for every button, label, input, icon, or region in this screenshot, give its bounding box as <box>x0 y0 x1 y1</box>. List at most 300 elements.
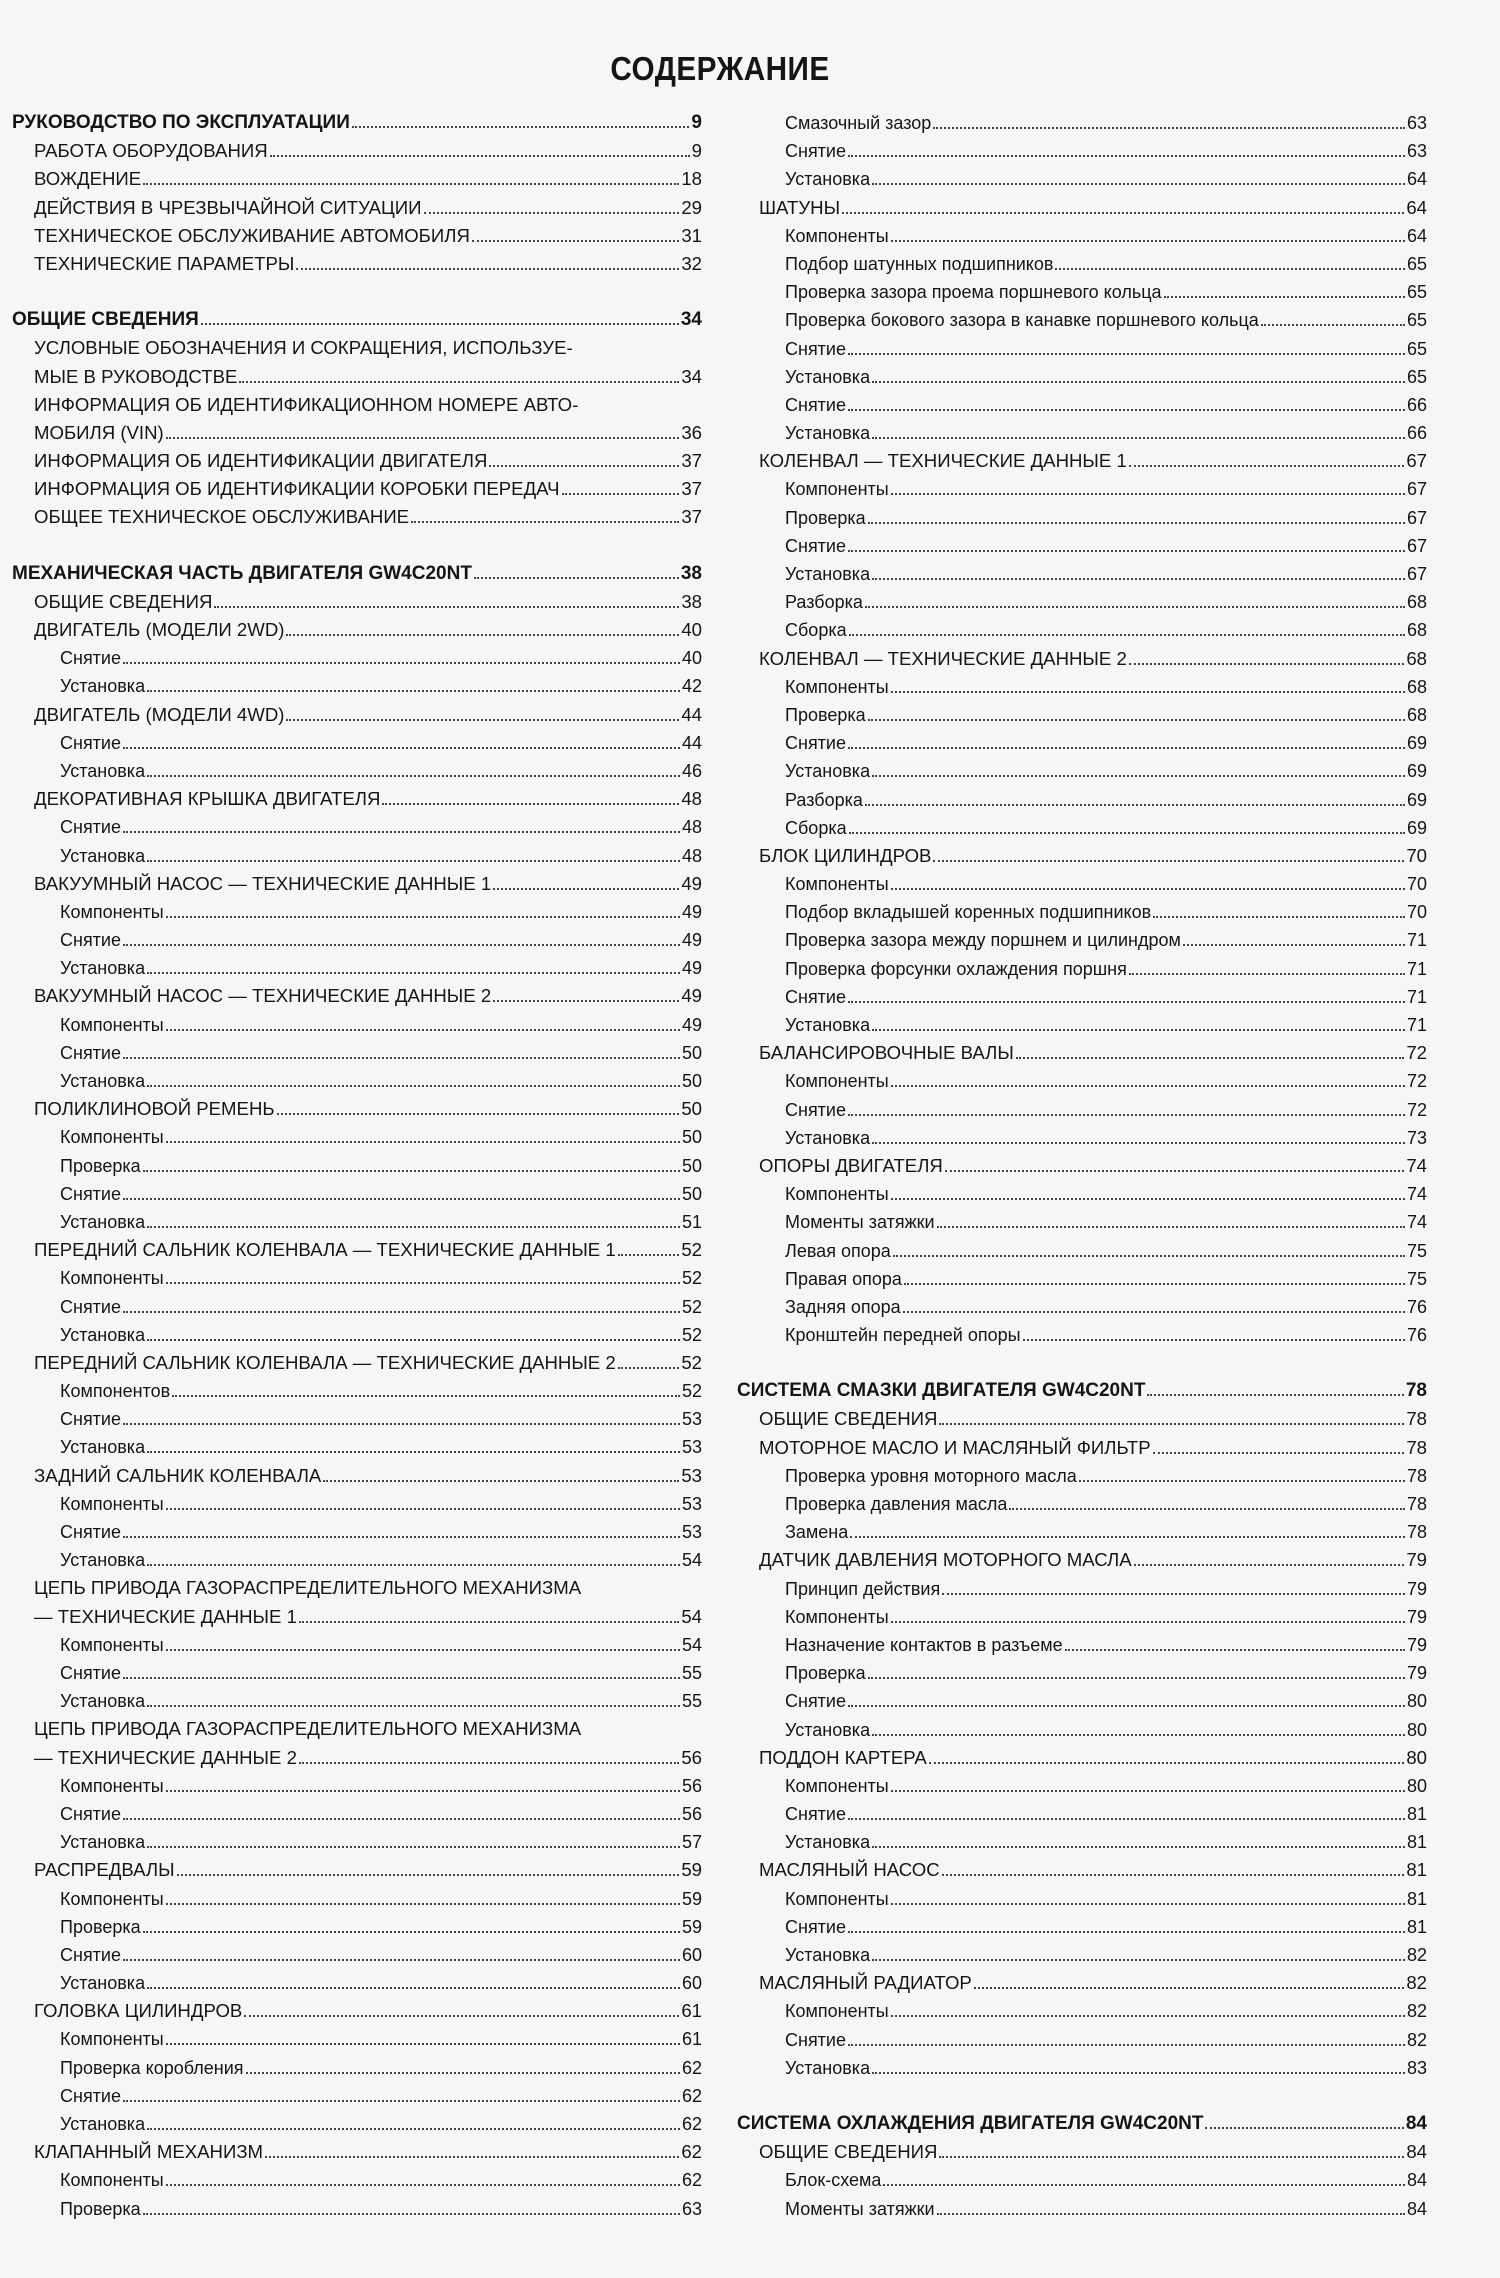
toc-entry-title: Снятие <box>60 1409 121 1430</box>
dot-leader <box>201 323 679 325</box>
toc-entry-title: Проверка зазора между поршнем и цилиндром <box>785 930 1181 951</box>
toc-entry-title: Снятие <box>785 141 846 162</box>
toc-subentry[interactable] <box>12 1913 702 1941</box>
toc-subentry[interactable] <box>12 1800 702 1828</box>
toc-subentry[interactable] <box>737 983 1427 1011</box>
toc-section-entry[interactable] <box>737 2110 1427 2138</box>
toc-entry-title: Проверка бокового зазора в канавке поршневого кольца <box>785 310 1259 331</box>
toc-chapter-entry[interactable] <box>12 1997 702 2025</box>
toc-entry-title: Сборка <box>785 817 847 838</box>
toc-page-number: 48 <box>681 845 702 866</box>
toc-subentry[interactable] <box>737 1011 1427 1039</box>
toc-subentry[interactable] <box>12 757 702 785</box>
toc-page-number: 79 <box>1406 1634 1427 1655</box>
toc-entry-title: Установка <box>60 1211 146 1232</box>
toc-subentry[interactable] <box>737 222 1427 250</box>
toc-subentry[interactable] <box>12 1941 702 1969</box>
toc-subentry[interactable] <box>12 1011 702 1039</box>
toc-subentry[interactable] <box>737 335 1427 363</box>
toc-subentry[interactable] <box>737 419 1427 447</box>
toc-subentry[interactable] <box>737 1208 1427 1236</box>
toc-subentry[interactable] <box>12 1518 702 1546</box>
toc-subentry[interactable] <box>737 1180 1427 1208</box>
toc-subentry[interactable] <box>12 1631 702 1659</box>
toc-subentry[interactable] <box>12 1490 702 1518</box>
toc-entry-title: ОБЩИЕ СВЕДЕНИЯ <box>12 309 199 331</box>
toc-page-number: 74 <box>1406 1154 1427 1176</box>
toc-entry-title: КОЛЕНВАЛ — ТЕХНИЧЕСКИЕ ДАННЫЕ 1 <box>759 450 1127 472</box>
toc-entry-title: ТЕХНИЧЕСКИЕ ПАРАМЕТРЫ <box>34 252 295 274</box>
toc-chapter-entry[interactable] <box>12 982 702 1010</box>
toc-chapter-entry[interactable] <box>12 1462 702 1490</box>
toc-page-number: 76 <box>1406 1296 1427 1317</box>
toc-subentry[interactable] <box>12 1180 702 1208</box>
toc-entry-title: Установка <box>60 1973 146 1994</box>
toc-subentry[interactable] <box>737 701 1427 729</box>
dot-leader <box>891 1790 1405 1792</box>
toc-subentry[interactable] <box>12 1321 702 1349</box>
toc-page-number: 57 <box>681 1832 702 1853</box>
toc-chapter-entry[interactable] <box>12 194 702 222</box>
dot-leader <box>214 606 679 608</box>
toc-subentry[interactable] <box>737 1885 1427 1913</box>
toc-subentry[interactable] <box>12 2110 702 2138</box>
toc-subentry[interactable] <box>12 2195 702 2223</box>
toc-page-number: 68 <box>1406 647 1427 669</box>
toc-subentry[interactable] <box>737 391 1427 419</box>
toc-subentry[interactable] <box>737 1941 1427 1969</box>
toc-subentry[interactable] <box>737 306 1427 334</box>
toc-subentry[interactable] <box>737 1631 1427 1659</box>
toc-chapter-entry[interactable] <box>12 334 702 390</box>
toc-subentry[interactable] <box>12 1039 702 1067</box>
toc-entry-title: Компоненты <box>60 1127 164 1148</box>
toc-subentry[interactable] <box>737 757 1427 785</box>
toc-subentry[interactable] <box>737 1575 1427 1603</box>
toc-entry-title: — ТЕХНИЧЕСКИЕ ДАННЫЕ 1 <box>34 1605 297 1627</box>
toc-subentry[interactable] <box>12 644 702 672</box>
toc-subentry[interactable] <box>737 1490 1427 1518</box>
dot-leader <box>618 1367 680 1369</box>
toc-chapter-entry[interactable] <box>737 1039 1427 1067</box>
dot-leader <box>1129 973 1405 975</box>
toc-page-number: 50 <box>681 1155 702 1176</box>
toc-entry-title-line1: ИНФОРМАЦИЯ ОБ ИДЕНТИФИКАЦИОННОМ НОМЕРЕ АВТО- <box>34 393 579 415</box>
toc-chapter-entry[interactable] <box>12 870 702 898</box>
toc-subentry[interactable] <box>12 898 702 926</box>
toc-entry-title: ПЕРЕДНИЙ САЛЬНИК КОЛЕНВАЛА — ТЕХНИЧЕСКИЕ ДАННЫЕ 1 <box>34 1239 616 1261</box>
toc-entry-title: ДЕКОРАТИВНАЯ КРЫШКА ДВИГАТЕЛЯ <box>34 788 381 810</box>
toc-subentry[interactable] <box>12 1123 702 1151</box>
toc-column-right <box>737 109 1427 2223</box>
toc-entry-title: Снятие <box>60 732 121 753</box>
toc-chapter-entry[interactable] <box>737 842 1427 870</box>
toc-chapter-entry[interactable] <box>12 250 702 278</box>
toc-chapter-entry[interactable] <box>12 475 702 503</box>
dot-leader <box>143 2213 680 2215</box>
toc-entry-title: РАБОТА ОБОРУДОВАНИЯ <box>34 140 268 162</box>
dot-leader <box>942 1874 1405 1876</box>
toc-subentry[interactable] <box>737 588 1427 616</box>
toc-page-number: 82 <box>1406 1945 1427 1965</box>
toc-page-number: 59 <box>681 1916 702 1937</box>
toc-chapter-entry[interactable] <box>737 1405 1427 1433</box>
toc-page-number: 63 <box>681 2198 702 2219</box>
dot-leader <box>872 437 1405 439</box>
dot-leader <box>166 1649 680 1651</box>
toc-subentry[interactable] <box>737 1293 1427 1321</box>
toc-subentry[interactable] <box>737 673 1427 701</box>
toc-page-number: 53 <box>681 1493 702 1514</box>
toc-page-number: 54 <box>681 1550 702 1571</box>
toc-page-number: 59 <box>681 1859 702 1881</box>
dot-leader <box>166 916 680 918</box>
toc-page-number: 48 <box>681 788 702 810</box>
toc-entry-title: Установка <box>785 1832 871 1853</box>
toc-entry-title: Снятие <box>785 1691 846 1712</box>
dot-leader <box>1129 663 1405 665</box>
toc-subentry[interactable] <box>12 926 702 954</box>
toc-subentry[interactable] <box>12 2054 702 2082</box>
toc-subentry[interactable] <box>737 532 1427 560</box>
toc-subentry[interactable] <box>12 1208 702 1236</box>
toc-page-number: 75 <box>1406 1240 1427 1261</box>
toc-entry-title: МОБИЛЯ (VIN) <box>34 421 164 443</box>
toc-entry-title: Установка <box>785 169 871 190</box>
toc-subentry[interactable] <box>12 1687 702 1715</box>
dot-leader <box>945 1170 1404 1172</box>
dot-leader <box>489 465 679 467</box>
dot-leader <box>299 1762 679 1764</box>
toc-entry-title: ШАТУНЫ <box>759 196 841 218</box>
toc-subentry[interactable] <box>12 729 702 757</box>
dot-leader <box>472 240 679 242</box>
toc-subentry[interactable] <box>12 842 702 870</box>
dot-leader <box>123 1057 680 1059</box>
toc-page-number: 56 <box>681 1746 702 1768</box>
toc-subentry[interactable] <box>737 1997 1427 2025</box>
toc-section-entry[interactable] <box>737 1377 1427 1405</box>
toc-subentry[interactable] <box>737 1659 1427 1687</box>
toc-page-number: 49 <box>681 872 702 894</box>
toc-page-number: 71 <box>1406 986 1427 1007</box>
toc-chapter-entry[interactable] <box>12 701 702 729</box>
toc-subentry[interactable] <box>737 814 1427 842</box>
toc-chapter-entry[interactable] <box>12 137 702 165</box>
toc-subentry[interactable] <box>737 616 1427 644</box>
toc-subentry[interactable] <box>12 813 702 841</box>
toc-page-number: 79 <box>1406 1549 1427 1571</box>
dot-leader <box>1153 1452 1405 1454</box>
dot-leader <box>848 353 1405 355</box>
toc-subentry[interactable] <box>12 2166 702 2194</box>
toc-entry-title: Установка <box>60 676 146 697</box>
toc-subentry[interactable] <box>12 1433 702 1461</box>
toc-subentry[interactable] <box>737 1772 1427 1800</box>
toc-subentry[interactable] <box>737 1687 1427 1715</box>
toc-entry-title: Компоненты <box>785 676 889 697</box>
dot-leader <box>147 1705 680 1707</box>
toc-page-number: 59 <box>681 1888 702 1909</box>
toc-page-number: 52 <box>681 1239 702 1261</box>
toc-subentry[interactable] <box>737 363 1427 391</box>
toc-page-number: 48 <box>681 817 702 838</box>
toc-subentry[interactable] <box>737 1913 1427 1941</box>
toc-subentry[interactable] <box>12 1885 702 1913</box>
toc-entry-title: ВАКУУМНЫЙ НАСОС — ТЕХНИЧЕСКИЕ ДАННЫЕ 2 <box>34 985 492 1007</box>
toc-chapter-entry[interactable] <box>12 785 702 813</box>
toc-entry-title: Замена <box>785 1522 849 1543</box>
toc-page-number: 68 <box>1406 704 1427 725</box>
toc-subentry[interactable] <box>737 2195 1427 2223</box>
toc-entry-title: Компоненты <box>60 901 164 922</box>
toc-page-number: 53 <box>681 1464 702 1486</box>
toc-chapter-entry[interactable] <box>737 1856 1427 1884</box>
toc-entry-title: Снятие <box>60 1042 121 1063</box>
toc-chapter-entry[interactable] <box>12 588 702 616</box>
toc-page-number: 52 <box>681 1296 702 1317</box>
dot-leader <box>891 1085 1405 1087</box>
toc-subentry[interactable] <box>737 2054 1427 2082</box>
dot-leader <box>123 1677 680 1679</box>
dot-leader <box>1183 944 1405 946</box>
toc-entry-title: Снятие <box>60 1662 121 1683</box>
toc-subentry[interactable] <box>737 1603 1427 1631</box>
toc-subentry[interactable] <box>737 786 1427 814</box>
toc-page-number: 37 <box>681 506 702 528</box>
toc-page-number: 49 <box>681 985 702 1007</box>
dot-leader <box>246 2072 680 2074</box>
toc-subentry[interactable] <box>12 1772 702 1800</box>
toc-entry-title: Снятие <box>785 1804 846 1825</box>
toc-page-number: 37 <box>681 450 702 472</box>
toc-entry-title: ОБЩЕЕ ТЕХНИЧЕСКОЕ ОБСЛУЖИВАНИЕ <box>34 506 410 528</box>
dot-leader <box>166 1508 680 1510</box>
toc-chapter-entry[interactable] <box>12 165 702 193</box>
toc-page-number: 53 <box>681 1522 702 1543</box>
toc-entry-title: Снятие <box>60 1944 121 1965</box>
toc-subentry[interactable] <box>737 137 1427 165</box>
toc-entry-title: Компоненты <box>60 1775 164 1796</box>
toc-chapter-entry[interactable] <box>737 1152 1427 1180</box>
toc-chapter-entry[interactable] <box>12 1095 702 1123</box>
toc-entry-title: Установка <box>60 1324 146 1345</box>
dot-leader <box>352 126 690 128</box>
toc-subentry[interactable] <box>737 560 1427 588</box>
dot-leader <box>868 522 1405 524</box>
dot-leader <box>1134 1564 1405 1566</box>
toc-subentry[interactable] <box>12 1152 702 1180</box>
toc-chapter-entry[interactable] <box>12 222 702 250</box>
toc-entry-title: КЛАПАННЫЙ МЕХАНИЗМ <box>34 2141 264 2163</box>
toc-page-number: 82 <box>1406 2029 1427 2050</box>
toc-subentry[interactable] <box>12 954 702 982</box>
toc-page-number: 81 <box>1406 1916 1427 1937</box>
toc-chapter-entry[interactable] <box>12 1856 702 1884</box>
toc-chapter-entry[interactable] <box>737 645 1427 673</box>
toc-page-number: 44 <box>681 732 702 753</box>
dot-leader <box>147 1451 680 1453</box>
toc-page-number: 78 <box>1406 1408 1427 1430</box>
toc-section-entry[interactable] <box>12 306 702 334</box>
toc-entry-title: МОТОРНОЕ МАСЛО И МАСЛЯНЫЙ ФИЛЬТР <box>759 1436 1151 1458</box>
toc-subentry[interactable] <box>12 672 702 700</box>
toc-subentry[interactable] <box>737 504 1427 532</box>
toc-page-number: 62 <box>681 2085 702 2106</box>
toc-entry-title: Компоненты <box>785 1071 889 1092</box>
toc-page-number: 78 <box>1406 1465 1427 1486</box>
toc-chapter-entry[interactable] <box>737 2138 1427 2166</box>
toc-chapter-entry[interactable] <box>12 1715 702 1771</box>
toc-subentry[interactable] <box>737 1096 1427 1124</box>
toc-entry-title: Компоненты <box>60 1014 164 1035</box>
toc-section-entry[interactable] <box>12 560 702 588</box>
toc-subentry[interactable] <box>737 1462 1427 1490</box>
toc-subentry[interactable] <box>737 1518 1427 1546</box>
toc-entry-title: Установка <box>785 2057 871 2078</box>
toc-subentry[interactable] <box>12 1969 702 1997</box>
toc-page-number: 67 <box>1406 507 1427 528</box>
toc-page-number: 71 <box>1406 930 1427 951</box>
toc-entry-title: Назначение контактов в разъеме <box>785 1634 1063 1655</box>
toc-chapter-entry[interactable] <box>737 194 1427 222</box>
toc-subentry[interactable] <box>737 955 1427 983</box>
toc-page-number: 44 <box>681 703 702 725</box>
dot-leader <box>891 493 1405 495</box>
toc-entry-title: — ТЕХНИЧЕСКИЕ ДАННЫЕ 2 <box>34 1746 297 1768</box>
toc-page-number: 73 <box>1406 1127 1427 1148</box>
toc-page-number: 80 <box>1406 1691 1427 1712</box>
toc-chapter-entry[interactable] <box>12 391 702 447</box>
toc-chapter-entry[interactable] <box>12 1349 702 1377</box>
toc-page-number: 68 <box>1406 620 1427 641</box>
toc-chapter-entry[interactable] <box>737 1969 1427 1997</box>
toc-entry-title-line1: ЦЕПЬ ПРИВОДА ГАЗОРАСПРЕДЕЛИТЕЛЬНОГО МЕХАНИЗМА <box>34 1577 582 1599</box>
toc-subentry[interactable] <box>737 109 1427 137</box>
toc-subentry[interactable] <box>737 1237 1427 1265</box>
toc-page-number: 71 <box>1406 1015 1427 1035</box>
dot-leader <box>147 690 680 692</box>
dot-leader <box>123 944 680 946</box>
toc-subentry[interactable] <box>737 898 1427 926</box>
toc-chapter-entry[interactable] <box>12 1574 702 1630</box>
toc-subentry[interactable] <box>737 1265 1427 1293</box>
toc-page-number: 36 <box>681 421 702 443</box>
toc-subentry[interactable] <box>737 1716 1427 1744</box>
toc-subentry[interactable] <box>12 1067 702 1095</box>
toc-page-number: 75 <box>1406 1268 1427 1289</box>
dot-leader <box>562 493 680 495</box>
dot-leader <box>166 1282 680 1284</box>
toc-subentry[interactable] <box>737 2026 1427 2054</box>
toc-page-number: 78 <box>1406 1436 1427 1458</box>
dot-leader <box>849 832 1405 834</box>
toc-subentry[interactable] <box>12 1659 702 1687</box>
toc-subentry[interactable] <box>737 475 1427 503</box>
toc-subentry[interactable] <box>737 1800 1427 1828</box>
toc-subentry[interactable] <box>737 250 1427 278</box>
dot-leader <box>865 606 1405 608</box>
toc-chapter-entry[interactable] <box>12 447 702 475</box>
toc-entry-title: Проверка уровня моторного масла <box>785 1465 1077 1486</box>
toc-subentry[interactable] <box>737 1321 1427 1349</box>
dot-leader <box>848 550 1405 552</box>
toc-section-entry[interactable] <box>12 109 702 137</box>
toc-subentry[interactable] <box>737 729 1427 757</box>
dot-leader <box>848 1931 1405 1933</box>
toc-subentry[interactable] <box>12 2025 702 2053</box>
toc-entry-title: ГОЛОВКА ЦИЛИНДРОВ <box>34 2000 243 2022</box>
toc-chapter-entry[interactable] <box>737 1744 1427 1772</box>
dot-leader <box>166 2043 680 2045</box>
toc-page-number: 74 <box>1406 1184 1427 1205</box>
toc-page-number: 62 <box>681 2141 702 2163</box>
toc-subentry[interactable] <box>12 1377 702 1405</box>
dot-leader <box>942 1593 1405 1595</box>
toc-subentry[interactable] <box>12 1405 702 1433</box>
toc-page-number: 63 <box>1406 141 1427 162</box>
toc-subentry[interactable] <box>737 926 1427 954</box>
dot-leader <box>872 2072 1405 2074</box>
toc-page-number: 84 <box>1406 2170 1427 2191</box>
toc-page-number: 81 <box>1406 1832 1427 1853</box>
toc-entry-title: Установка <box>60 1832 146 1853</box>
toc-subentry[interactable] <box>737 870 1427 898</box>
toc-page-number: 34 <box>680 309 702 331</box>
toc-page-number: 69 <box>1406 789 1427 810</box>
toc-chapter-entry[interactable] <box>737 447 1427 475</box>
toc-chapter-entry[interactable] <box>12 503 702 531</box>
toc-entry-title-line1: УСЛОВНЫЕ ОБОЗНАЧЕНИЯ И СОКРАЩЕНИЯ, ИСПОЛЬЗУЕ- <box>34 337 573 359</box>
toc-chapter-entry[interactable] <box>12 2138 702 2166</box>
toc-entry-title: Проверка давления масла <box>785 1494 1008 1514</box>
toc-entry-title: Установка <box>785 1945 871 1965</box>
toc-subentry[interactable] <box>12 1264 702 1292</box>
toc-subentry[interactable] <box>12 1546 702 1574</box>
toc-chapter-entry[interactable] <box>12 1236 702 1264</box>
toc-subentry[interactable] <box>12 2082 702 2110</box>
toc-chapter-entry[interactable] <box>737 1434 1427 1462</box>
toc-entry-title: ЗАДНИЙ САЛЬНИК КОЛЕНВАЛА <box>34 1464 322 1486</box>
toc-entry-title: Моменты затяжки <box>785 2198 935 2219</box>
toc-page-number: 49 <box>681 958 702 979</box>
toc-page-number: 53 <box>681 1409 702 1430</box>
toc-entry-title: МАСЛЯНЫЙ РАДИАТОР <box>759 1972 972 1994</box>
toc-subentry[interactable] <box>12 1828 702 1856</box>
toc-entry-title: ПЕРЕДНИЙ САЛЬНИК КОЛЕНВАЛА — ТЕХНИЧЕСКИЕ ДАННЫЕ 2 <box>34 1351 616 1373</box>
toc-subentry[interactable] <box>12 1293 702 1321</box>
page-title: СОДЕРЖАНИЕ <box>610 50 830 87</box>
toc-entry-title: Установка <box>785 564 871 584</box>
dot-leader <box>493 888 679 890</box>
toc-page-number: 64 <box>1406 169 1427 190</box>
toc-chapter-entry[interactable] <box>12 616 702 644</box>
toc-subentry[interactable] <box>737 165 1427 193</box>
toc-subentry[interactable] <box>737 1067 1427 1095</box>
dot-leader <box>123 1423 680 1425</box>
toc-page-number: 38 <box>680 562 702 584</box>
toc-page-number: 70 <box>1406 902 1427 923</box>
toc-entry-title: Компоненты <box>785 2001 889 2022</box>
toc-subentry[interactable] <box>737 2166 1427 2194</box>
toc-page-number: 54 <box>681 1634 702 1655</box>
toc-subentry[interactable] <box>737 1124 1427 1152</box>
toc-chapter-entry[interactable] <box>737 1546 1427 1574</box>
toc-subentry[interactable] <box>737 1828 1427 1856</box>
dot-leader <box>891 2015 1405 2017</box>
toc-entry-title: Снятие <box>60 648 121 669</box>
toc-subentry[interactable] <box>737 278 1427 306</box>
